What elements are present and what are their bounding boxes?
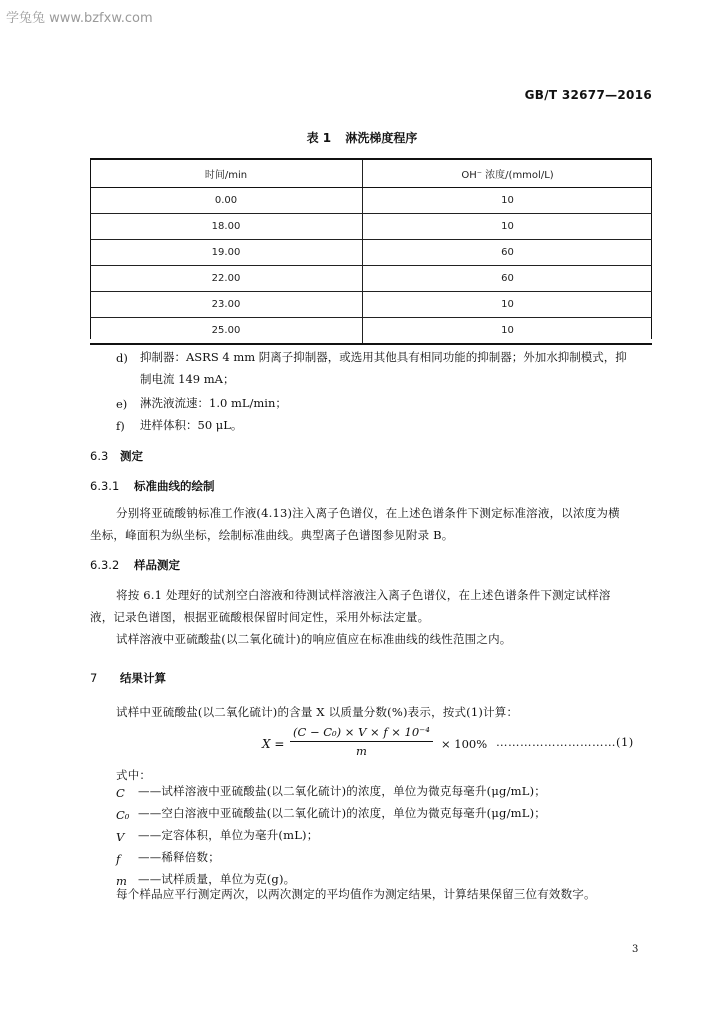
section-title: 结果计算 — [120, 671, 166, 685]
page-number: 3 — [632, 944, 639, 955]
table-caption-prefix: 表 1 — [306, 131, 332, 145]
calculation-intro: 试样中亚硫酸盐(以二氧化硫计)的含量 X 以质量分数(%)表示，按式(1)计算： — [116, 705, 519, 719]
variable-symbol: m — [116, 874, 127, 888]
condition-suppressor — [140, 346, 660, 390]
table-caption-title: 淋洗梯度程序 — [345, 131, 418, 145]
paragraph-line: 将按 6.1 处理好的试剂空白溶液和待测试样溶液注入离子色谱仪，在上述色谱条件下测定试样溶 — [116, 588, 611, 602]
formula-fraction — [290, 725, 433, 758]
where-label: 式中： — [116, 768, 152, 782]
cell-time: 18.00 — [90, 214, 363, 240]
condition-line: 制电流 149 mA； — [140, 372, 235, 386]
section-number: 6.3 — [90, 449, 109, 463]
section-heading-7 — [90, 670, 166, 686]
section-number: 6.3.2 — [90, 558, 120, 572]
variable-definition: ——试样溶液中亚硫酸盐(以二氧化硫计)的浓度，单位为微克每毫升(μg/mL)； — [138, 784, 546, 798]
condition-flow-rate — [140, 392, 660, 414]
table-row — [90, 188, 652, 214]
condition-line: 抑制器：ASRS 4 mm 阴离子抑制器，或选用其他具有相同功能的抑制器；外加水抑制模式，抑 — [140, 350, 627, 364]
result-note: 每个样品应平行测定两次，以两次测定的平均值作为测定结果，计算结果保留三位有效数字。 — [116, 887, 596, 901]
cell-concentration: 60 — [363, 240, 653, 266]
cell-concentration: 10 — [363, 188, 653, 214]
section-heading-6-3 — [90, 448, 143, 464]
section-heading-6-3-2 — [90, 557, 180, 573]
section-body-6-3-1-cont — [90, 524, 656, 546]
section-body-6-3-2-range — [116, 628, 656, 650]
watermark: 学兔兔 www.bzfxw.com — [6, 11, 153, 26]
standard-number: GB/T 32677—2016 — [524, 88, 652, 102]
cell-time: 25.00 — [90, 318, 363, 345]
variable-symbol: V — [116, 830, 125, 844]
condition-label-f: f) — [116, 419, 125, 433]
variable-definition: ——稀释倍数； — [138, 850, 220, 864]
condition-line: 淋洗液流速：1.0 mL/min； — [140, 396, 287, 410]
column-header-time: 时间/min — [90, 159, 363, 188]
cell-time: 23.00 — [90, 292, 363, 318]
formula-numerator: (C − C₀) × V × f × 10⁻⁴ — [290, 725, 433, 742]
paragraph-line: 坐标，峰面积为纵坐标，绘制标准曲线。典型离子色谱图参见附录 B。 — [90, 528, 454, 542]
section-heading-6-3-1 — [90, 478, 215, 494]
condition-label-d: d) — [116, 351, 128, 365]
cell-concentration: 60 — [363, 266, 653, 292]
section-title: 标准曲线的绘制 — [134, 479, 215, 493]
paragraph-line: 分别将亚硫酸钠标准工作液(4.13)注入离子色谱仪，在上述色谱条件下测定标准溶液，以浓度为横 — [116, 506, 620, 520]
variable-symbol: C₀ — [116, 808, 130, 822]
condition-injection-volume — [140, 414, 660, 436]
section-number: 7 — [90, 671, 98, 685]
cell-concentration: 10 — [363, 214, 653, 240]
formula-lhs: X = — [262, 737, 285, 751]
paragraph-line: 试样溶液中亚硫酸盐(以二氧化硫计)的响应值应在标准曲线的线性范围之内。 — [116, 632, 512, 646]
section-body-6-3-1 — [116, 502, 656, 524]
column-header-concentration: OH⁻ 浓度/(mmol/L) — [363, 159, 653, 188]
variable-definition: ——试样质量，单位为克(g)。 — [138, 872, 296, 886]
equation-number: …………………………(1) — [496, 735, 634, 749]
condition-line: 进样体积：50 μL。 — [140, 418, 243, 432]
section-body-6-3-2 — [116, 584, 656, 606]
section-title: 测定 — [120, 449, 143, 463]
condition-label-e: e) — [116, 397, 128, 411]
variable-definition: ——定容体积，单位为毫升(mL)； — [138, 828, 319, 842]
table-row — [90, 214, 652, 240]
table-caption — [0, 129, 724, 146]
table-row — [90, 318, 652, 345]
table-row — [90, 266, 652, 292]
cell-concentration: 10 — [363, 318, 653, 345]
cell-time: 0.00 — [90, 188, 363, 214]
paragraph-line: 液，记录色谱图，根据亚硫酸根保留时间定性，采用外标法定量。 — [90, 610, 430, 624]
variable-symbol: C — [116, 786, 125, 800]
formula-tail: × 100% — [441, 737, 488, 751]
variable-symbol: f — [116, 852, 121, 866]
cell-concentration: 10 — [363, 292, 653, 318]
cell-time: 19.00 — [90, 240, 363, 266]
table-row — [90, 240, 652, 266]
cell-time: 22.00 — [90, 266, 363, 292]
formula-denominator: m — [355, 744, 367, 758]
section-title: 样品测定 — [134, 558, 180, 572]
gradient-table — [90, 158, 652, 345]
section-number: 6.3.1 — [90, 479, 120, 493]
section-body-6-3-2-cont — [90, 606, 656, 628]
table-row — [90, 292, 652, 318]
table-header-row — [90, 159, 652, 188]
variable-definition: ——空白溶液中亚硫酸盐(以二氧化硫计)的浓度，单位为微克每毫升(μg/mL)； — [138, 806, 546, 820]
